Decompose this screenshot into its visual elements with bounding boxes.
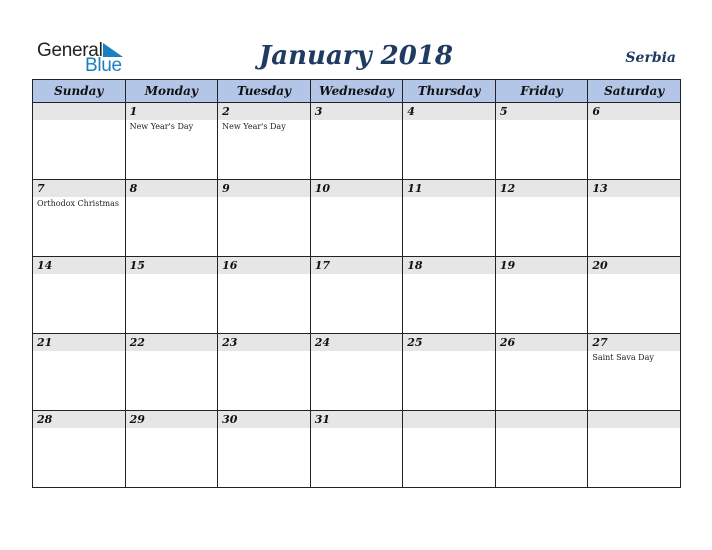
day-number: 10 (314, 182, 330, 195)
day-number: 28 (37, 413, 53, 426)
day-number: 12 (499, 182, 516, 195)
holiday-label (496, 197, 588, 198)
day-number-bar (403, 257, 495, 274)
day-cell[interactable] (310, 334, 403, 411)
holiday-label (218, 197, 310, 198)
day-number: 20 (592, 259, 608, 272)
day-number: 1 (129, 105, 138, 118)
holiday-label (403, 120, 495, 121)
day-number-bar (33, 257, 125, 274)
day-number: 5 (499, 105, 508, 118)
day-number-bar (218, 334, 310, 351)
calendar-weeks (33, 103, 681, 488)
day-number-bar (126, 257, 218, 274)
day-number-bar (403, 411, 495, 428)
day-number-bar (311, 257, 403, 274)
country-label: Serbia (625, 50, 676, 66)
weekday-header-row (33, 80, 681, 103)
day-number: 14 (37, 259, 53, 272)
day-number-bar (403, 334, 495, 351)
calendar-title: January 2018 (258, 41, 454, 71)
weekday-header: Tuesday (218, 80, 311, 103)
holiday-label: New Year's Day (222, 122, 286, 131)
day-cell[interactable] (495, 180, 588, 257)
week-row (33, 411, 681, 488)
day-number: 11 (407, 182, 423, 195)
weekday-header: Saturday (588, 80, 681, 103)
weekday-header: Friday (495, 80, 588, 103)
day-cell[interactable] (218, 257, 311, 334)
day-number: 2 (222, 105, 230, 118)
day-cell[interactable] (33, 411, 126, 488)
day-number: 18 (407, 259, 423, 272)
holiday-label (403, 428, 495, 429)
day-number-bar (311, 334, 403, 351)
logo-word-blue: Blue (85, 55, 122, 76)
day-number-bar (496, 103, 588, 120)
day-number: 22 (129, 336, 145, 349)
day-cell[interactable] (33, 103, 126, 180)
day-number: 30 (222, 413, 238, 426)
holiday-label (311, 274, 403, 275)
weekday-header: Monday (125, 80, 218, 103)
holiday-label (218, 428, 310, 429)
holiday-label: New Year's Day (129, 122, 194, 131)
day-number-bar (33, 103, 125, 120)
holiday-label (403, 274, 495, 275)
day-cell[interactable] (125, 411, 218, 488)
day-number-bar (33, 334, 125, 351)
day-cell[interactable] (33, 334, 126, 411)
holiday-label (588, 428, 680, 429)
day-number: 21 (37, 336, 53, 349)
day-number: 25 (407, 336, 423, 349)
day-number-bar (588, 103, 680, 120)
day-cell[interactable] (125, 334, 218, 411)
day-number-bar (218, 180, 310, 197)
day-cell[interactable] (403, 257, 496, 334)
holiday-label (403, 351, 495, 352)
day-cell[interactable] (495, 103, 588, 180)
day-number: 19 (499, 259, 516, 272)
day-number: 6 (592, 105, 601, 118)
day-number: 4 (407, 105, 415, 118)
holiday-label: Saint Sava Day (592, 353, 654, 362)
calendar-grid (32, 79, 681, 488)
day-cell[interactable] (403, 103, 496, 180)
holiday-label (403, 197, 495, 198)
day-cell[interactable] (218, 334, 311, 411)
holiday-label (33, 351, 125, 352)
day-number-bar (588, 180, 680, 197)
holiday-label (126, 197, 218, 198)
day-number-bar (218, 411, 310, 428)
day-number-bar (588, 334, 680, 351)
day-number: 27 (592, 336, 608, 349)
day-number: 9 (222, 182, 230, 195)
day-number-bar (126, 411, 218, 428)
day-cell[interactable] (310, 411, 403, 488)
day-cell[interactable] (33, 257, 126, 334)
day-number: 26 (499, 336, 516, 349)
holiday-label (311, 428, 403, 429)
day-cell[interactable] (588, 103, 681, 180)
day-number-bar (33, 180, 125, 197)
holiday-label (33, 120, 125, 121)
day-number-bar (311, 411, 403, 428)
day-cell[interactable] (403, 411, 496, 488)
day-cell[interactable] (218, 411, 311, 488)
day-number: 15 (129, 259, 145, 272)
holiday-label (126, 274, 218, 275)
week-row (33, 103, 681, 180)
weekday-header: Wednesday (310, 80, 403, 103)
day-cell[interactable] (495, 257, 588, 334)
day-number: 24 (314, 336, 330, 349)
day-number-bar (218, 257, 310, 274)
day-number-bar (403, 180, 495, 197)
holiday-label (496, 274, 588, 275)
day-number: 3 (314, 105, 323, 118)
day-number-bar (126, 103, 218, 120)
week-row (33, 257, 681, 334)
holiday-label (496, 428, 588, 429)
day-number: 29 (129, 413, 145, 426)
week-row (33, 334, 681, 411)
day-number-bar (403, 103, 495, 120)
day-number: 23 (222, 336, 238, 349)
logo-word-general: General (37, 40, 103, 61)
weekday-header: Sunday (33, 80, 126, 103)
day-number-bar (126, 334, 218, 351)
day-number: 13 (592, 182, 608, 195)
day-number-bar (218, 103, 310, 120)
day-number-bar (126, 180, 218, 197)
day-number-bar (311, 180, 403, 197)
day-number-bar (33, 411, 125, 428)
day-cell[interactable] (125, 180, 218, 257)
day-cell[interactable] (495, 411, 588, 488)
holiday-label (218, 274, 310, 275)
holiday-label (311, 351, 403, 352)
holiday-label (126, 428, 218, 429)
holiday-label (588, 120, 680, 121)
day-cell[interactable] (218, 103, 311, 180)
day-cell[interactable] (588, 180, 681, 257)
day-number: 16 (222, 259, 238, 272)
day-cell[interactable] (495, 334, 588, 411)
day-cell[interactable] (403, 334, 496, 411)
day-number-bar (588, 257, 680, 274)
day-cell[interactable] (33, 180, 126, 257)
day-cell[interactable] (310, 103, 403, 180)
holiday-label (496, 120, 588, 121)
day-number: 7 (37, 182, 45, 195)
holiday-label (33, 428, 125, 429)
day-cell[interactable] (588, 334, 681, 411)
holiday-label (588, 197, 680, 198)
day-number-bar (496, 180, 588, 197)
day-number-bar (496, 257, 588, 274)
day-number-bar (496, 334, 588, 351)
day-cell[interactable] (310, 180, 403, 257)
holiday-label (33, 274, 125, 275)
day-cell[interactable] (403, 180, 496, 257)
day-cell[interactable] (125, 257, 218, 334)
holiday-label (311, 197, 403, 198)
holiday-label (311, 120, 403, 121)
day-cell[interactable] (588, 257, 681, 334)
week-row (33, 180, 681, 257)
day-number-bar (496, 411, 588, 428)
day-number: 17 (314, 259, 330, 272)
day-cell[interactable] (218, 180, 311, 257)
holiday-label (218, 351, 310, 352)
day-number-bar (588, 411, 680, 428)
day-number: 8 (129, 182, 138, 195)
day-cell[interactable] (310, 257, 403, 334)
weekday-header: Thursday (403, 80, 496, 103)
holiday-label: Orthodox Christmas (37, 199, 119, 208)
holiday-label (588, 274, 680, 275)
holiday-label (126, 351, 218, 352)
day-cell[interactable] (125, 103, 218, 180)
holiday-label (496, 351, 588, 352)
day-number-bar (311, 103, 403, 120)
day-number: 31 (314, 413, 330, 426)
day-cell[interactable] (588, 411, 681, 488)
